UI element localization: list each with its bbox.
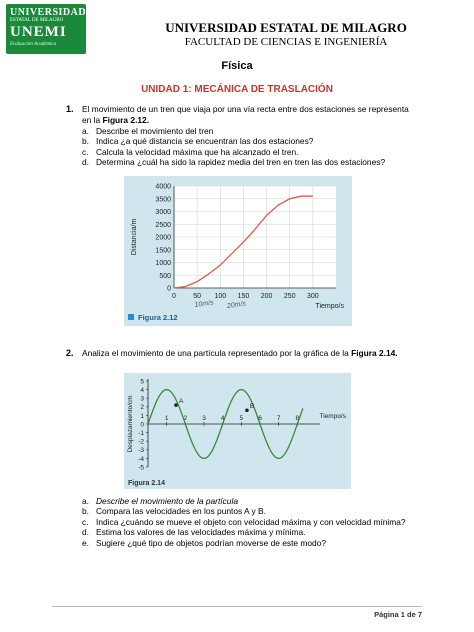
question-1-text [82,104,418,125]
item-letter: e. [82,537,89,548]
question-2-prompt: Analiza el movimiento de una partícula representado por la gráfica de la [82,348,352,358]
handwritten-note: 20m/s [226,300,247,310]
item-letter: b. [82,136,89,147]
y-tick-label: 2500 [155,221,171,229]
unit-title: UNIDAD 1: MECÁNICA DE TRASLACIÓN [141,84,333,95]
figure-caption: Figura 2.14 [128,480,165,487]
x-tick-label: 3 [202,415,206,422]
item-letter: c. [82,146,89,157]
y-tick-label: 3500 [155,196,171,204]
point-marker [174,403,178,407]
figure-caption: Figura 2.12 [138,313,178,322]
point-label: B [249,403,255,411]
item-text: Sugiere ¿qué tipo de objetos podrían moverse de este modo? [96,537,326,548]
item-text: Indica ¿a qué distancia se encuentran las dos estaciones? [96,136,314,147]
x-tick-label: 6 [258,415,262,422]
x-tick-label: 0 [172,293,176,300]
q2-item-e [82,538,412,548]
question-2-items [82,496,412,548]
x-tick-label: 100 [214,293,227,300]
q2-item-c [82,517,412,527]
x-tick-label: 8 [295,415,300,422]
x-tick-label: 200 [260,293,273,300]
item-letter: a. [82,126,89,136]
q2-item-d [82,527,412,537]
x-tick-label: 50 [193,293,202,300]
faculty-name: FACULTAD DE CIENCIAS E INGENIERÍA [184,36,388,48]
q1-item-d [82,157,422,167]
question-2-figure-ref: Figura 2.14. [351,348,398,358]
item-letter: b. [82,506,89,517]
y-tick-label: 500 [159,272,171,280]
figure-2-14-chart [124,373,351,489]
question-1-figure-ref: Figura 2.12. [102,114,150,125]
item-letter: d. [82,157,89,168]
x-tick-label: 300 [307,293,319,300]
y-tick-label: 3 [140,395,144,403]
q2-item-b [82,506,412,516]
x-axis-label: Tiempo/s [319,413,346,420]
y-tick-label: -2 [138,438,144,446]
y-tick-label: -5 [138,464,144,472]
logo-line-2: ESTATAL DE MILAGRO [10,18,64,23]
y-tick-label: 1000 [155,260,171,267]
figure-2-14 [124,373,351,489]
y-tick-label: 3000 [155,209,171,216]
x-tick-label: 2 [183,415,188,422]
caption-marker [128,314,134,320]
q1-item-c [82,147,422,157]
page-number: Página 1 de 7 [374,610,422,619]
question-1-prompt: El movimiento de un tren que viaja por una vía recta entre dos estaciones se representa en la [82,104,409,125]
item-text: Compara las velocidades en los puntos A y B. [96,506,266,517]
university-name: UNIVERSIDAD ESTATAL DE MILAGRO [165,20,407,35]
item-text: Indica ¿cuándo se mueve el objeto con velocidad máxima y con velocidad mínima? [96,516,406,527]
y-tick-label: 1500 [155,247,171,255]
figure-2-12 [124,176,352,326]
item-letter: c. [82,516,89,527]
item-text: Calcula la velocidad máxima que ha alcanzado el tren. [96,146,299,157]
y-tick-label: 0 [167,285,171,293]
y-tick-label: 4 [140,387,144,394]
y-tick-label: -4 [138,455,144,463]
item-text: Describe el movimiento de la partícula [96,496,238,506]
logo-line-3: UNEMI [10,24,67,40]
x-tick-label: 1 [164,415,169,422]
q2-item-a [82,496,412,506]
question-2-number: 2. [66,348,74,358]
q1-item-b [82,136,422,146]
footer-divider [52,606,422,607]
item-text: Estima los valores de las velocidades máxima y mínima. [96,527,306,538]
y-axis-label: Desplazamiento/cm [127,395,134,453]
item-text: Describe el movimiento del tren [96,126,214,136]
x-tick-label: 150 [237,293,250,300]
y-tick-label: 2000 [155,234,171,242]
unemi-logo [6,4,86,54]
item-letter: a. [82,496,89,506]
x-tick-label: 4 [220,415,225,422]
point-marker [245,408,249,412]
x-axis-label: Tiempo/s [315,303,344,310]
y-tick-label: -3 [138,447,144,455]
logo-line-4: Evaluación Académica [10,42,57,47]
x-tick-label: 5 [239,415,244,422]
x-tick-label: 250 [283,293,296,300]
y-tick-label: 5 [140,378,144,386]
y-tick-label: 0 [140,421,144,429]
handwritten-note: 10m/s [194,299,214,309]
x-tick-label: 7 [276,415,281,422]
item-text: Determina ¿cuál ha sido la rapidez media del tren en tren las dos estaciones? [96,157,386,168]
y-tick-label: -1 [138,430,144,437]
question-1-items [82,126,422,168]
y-tick-label: 1 [140,412,144,420]
y-tick-label: 4000 [155,183,171,191]
point-label: A [179,398,184,406]
y-tick-label: 2 [140,404,144,412]
question-1-number: 1. [66,104,74,114]
figure-2-12-chart [124,176,352,326]
logo-line-1: UNIVERSIDAD [10,7,87,18]
subject-title: Física [221,60,253,72]
y-axis-label: Distancia/m [131,218,138,256]
item-letter: d. [82,527,89,538]
question-2-text [82,348,412,359]
q1-item-a [82,126,422,136]
